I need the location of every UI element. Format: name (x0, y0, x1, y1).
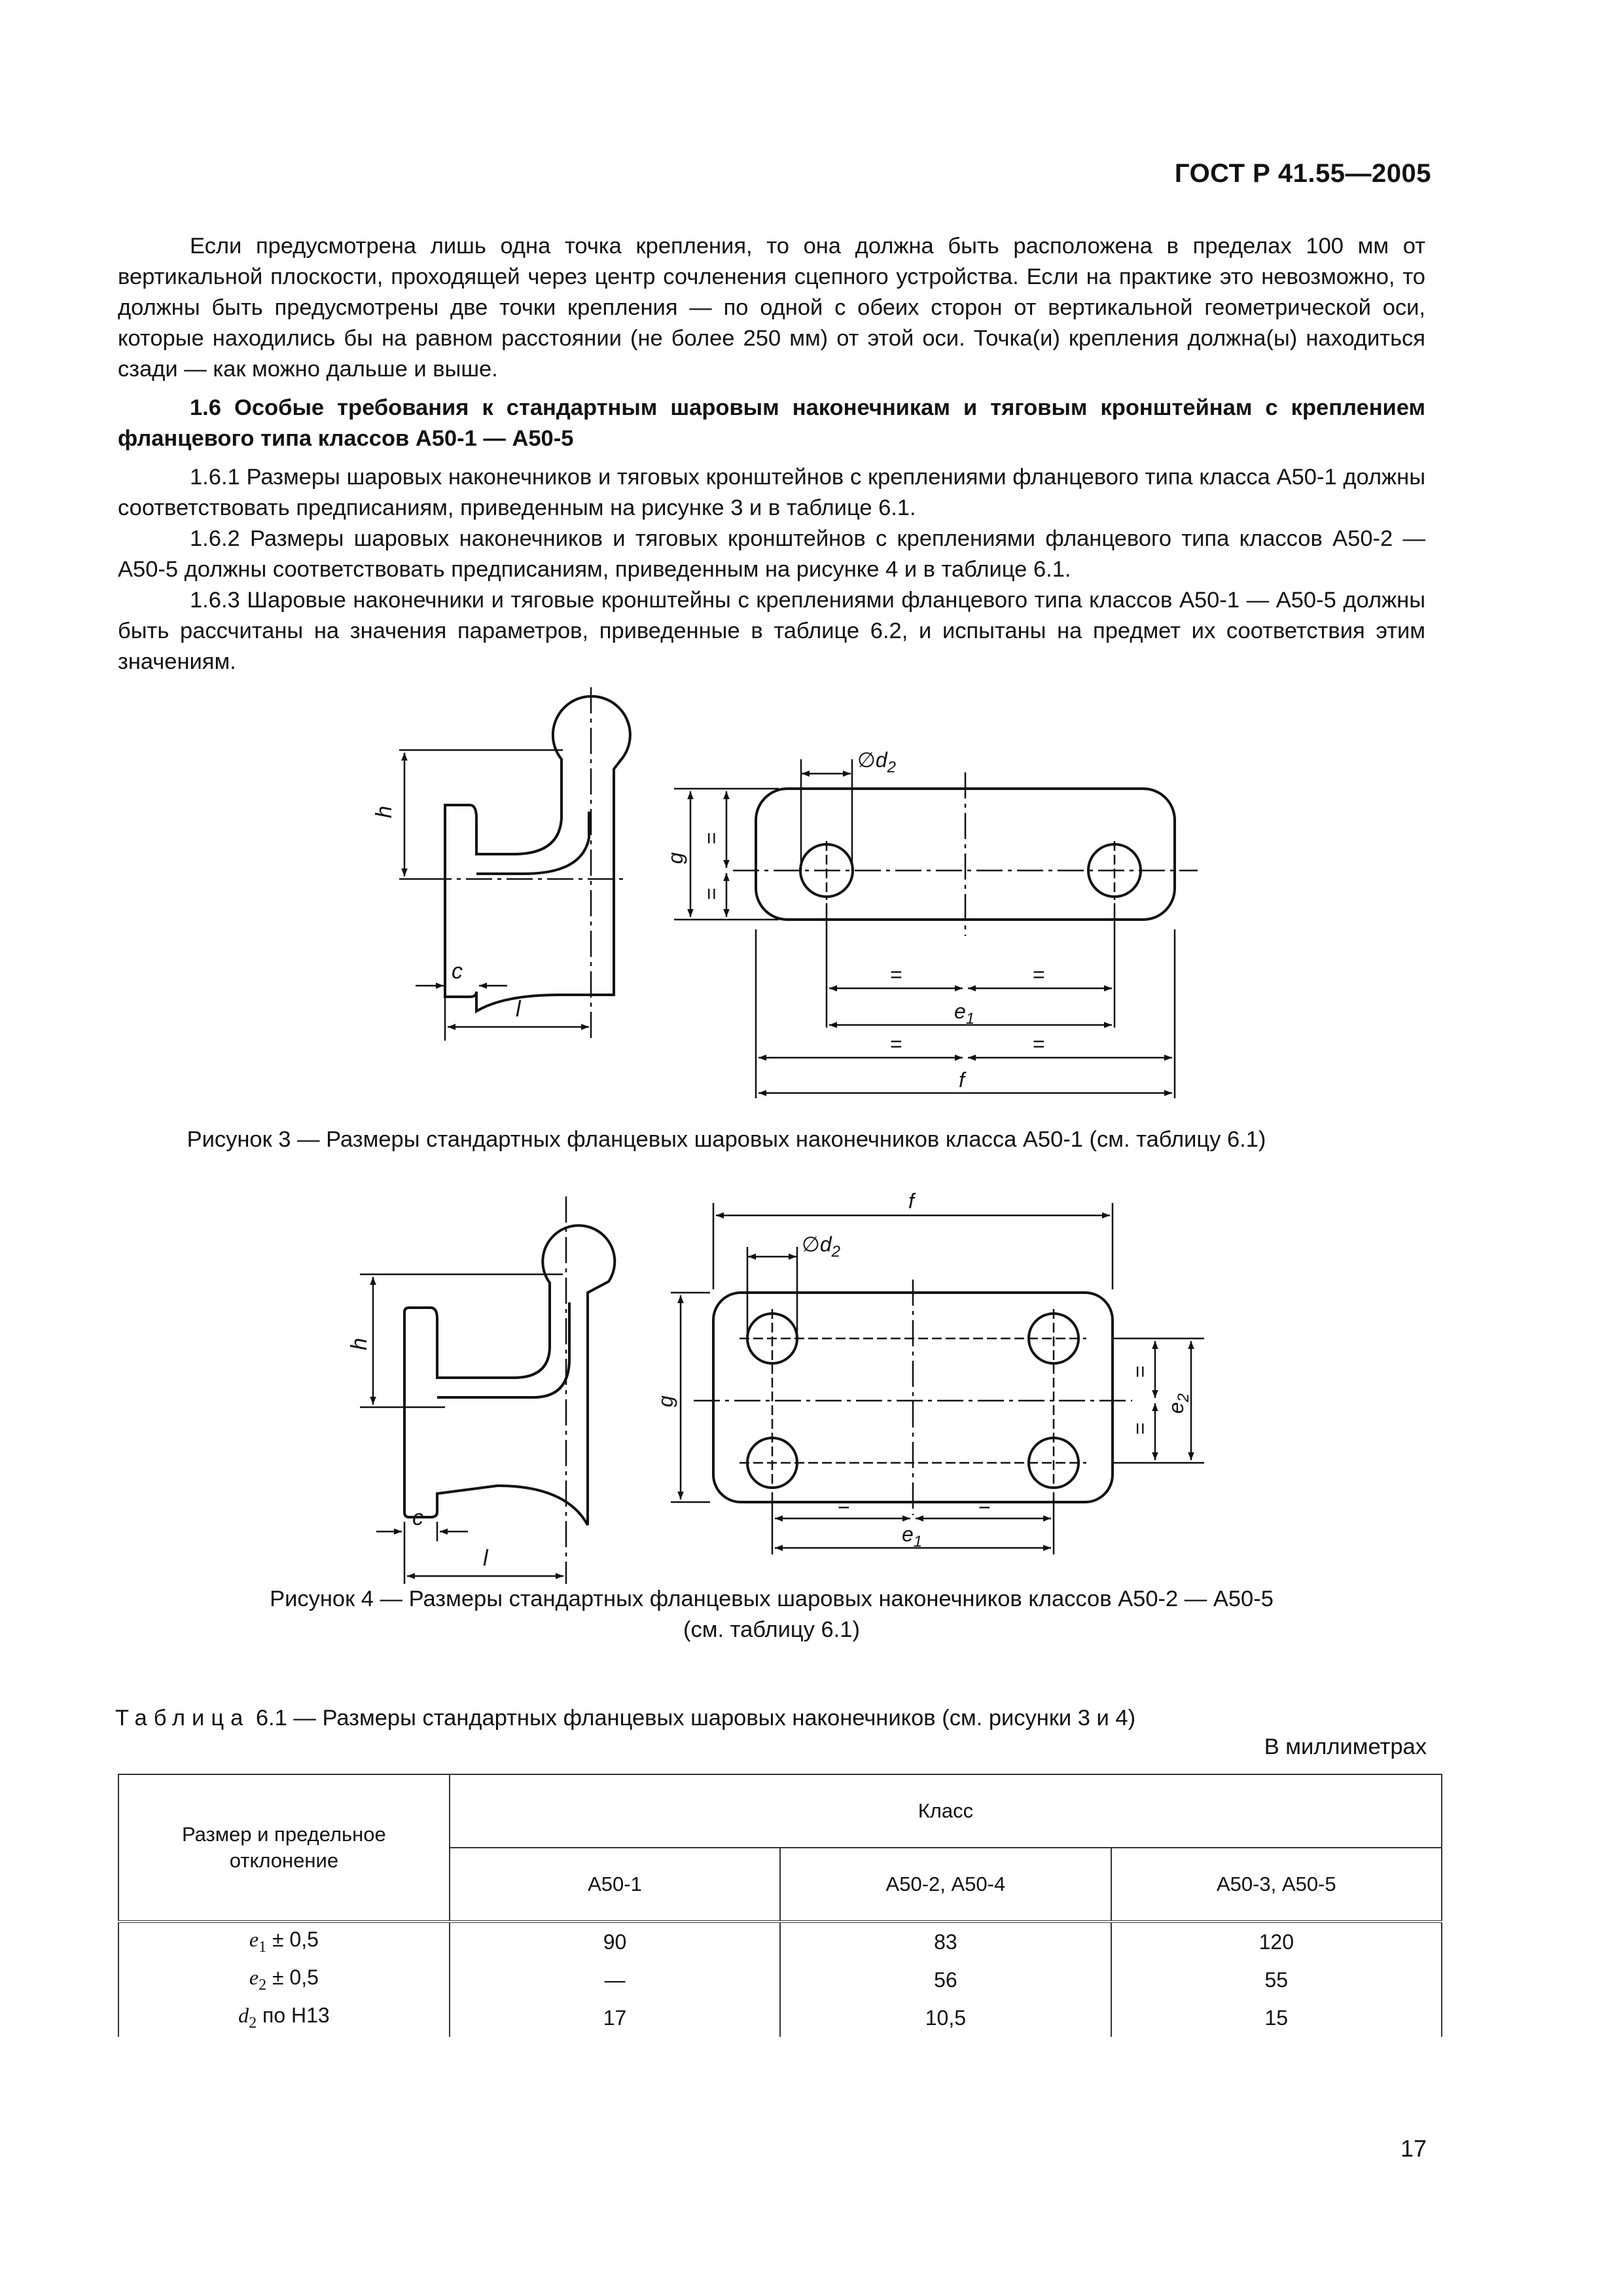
label-f-fig4: f (908, 1191, 914, 1213)
header-class-a50-2-4: А50-2, А50-4 (780, 1848, 1111, 1922)
figure-4-caption-line2: (см. таблицу 6.1) (683, 1617, 860, 1642)
page-number: 17 (1400, 2135, 1427, 2162)
header-class: Класс (450, 1774, 1442, 1848)
cell-e1-a50-2-4: 83 (780, 1922, 1111, 1961)
dimension-lines-fig3-side (399, 687, 628, 1041)
label-g-fig4: g (654, 1395, 677, 1407)
table-row-e2 (118, 1961, 1442, 1999)
cell-e2-a50-2-4: 56 (780, 1961, 1111, 1999)
table-caption-text: 6.1 — Размеры стандартных фланцевых шаровых наконечников (см. рисунки 3 и 4) (255, 1706, 1136, 1731)
label-h: h (372, 806, 397, 818)
label-e1-fig4: $e_1$ (902, 1522, 923, 1551)
param-d2: $d_2$ по Н13 (118, 1999, 450, 2037)
dimension-lines-fig3-plate (674, 759, 1198, 1098)
label-f: f (959, 1068, 965, 1092)
label-eq-h2: = (1033, 963, 1045, 986)
section-heading-1-6: 1.6 Особые требования к стандартным шаровым наконечникам и тяговым кронштейнам с креплением фланцевого типа классов А50-1 — А50-5 (118, 395, 1425, 451)
label-eq-v1-fig4: = (1128, 1365, 1152, 1378)
label-eq-h1-fig4: = (838, 1493, 850, 1516)
label-d2-fig4: $\emptyset d_2$ (802, 1232, 841, 1261)
labels-fig4-side (347, 1338, 489, 1571)
label-c: c (452, 959, 463, 984)
hitch-side-view-fig4 (404, 1225, 615, 1525)
table-units: В миллиметрах (1264, 1734, 1427, 1759)
paragraph-1-6-3: 1.6.3 Шаровые наконечники и тяговые кронштейны с креплениями фланцевого типа классов А50-1 — А50-5 должны быть рассчитаны на значения параметров, приведенные в таблице 6.2, и испытаны на предмет их соответствия этим значениям. (118, 588, 1425, 674)
label-eq-h4: = (1033, 1032, 1045, 1056)
param-e2: $e_2 \pm 0,5$ (118, 1961, 450, 1999)
figure-4-drawing (0, 1191, 1623, 1597)
standard-header: ГОСТ Р 41.55—2005 (1174, 159, 1431, 188)
cell-e1-a50-1: 90 (450, 1922, 780, 1961)
labels-fig3-side (372, 806, 522, 1022)
label-d2: $\emptyset d_2$ (857, 748, 897, 776)
header-param: Размер и предельное отклонение (118, 1774, 450, 1922)
table-caption-word: Таблица (115, 1706, 250, 1731)
label-eq-h1: = (890, 963, 902, 986)
label-eq-h3: = (890, 1032, 902, 1056)
label-h-fig4: h (347, 1338, 372, 1350)
cell-e2-a50-3-5: 55 (1111, 1961, 1442, 1999)
table-caption (115, 1706, 1135, 1731)
figure-3-caption: Рисунок 3 — Размеры стандартных фланцевых шаровых наконечников класса А50-1 (см. таблицу 6.1) (187, 1127, 1266, 1152)
paragraph-attachment-points: Если предусмотрена лишь одна точка крепления, то она должна быть расположена в пределах 100 мм от вертикальной плоскости, проходящей через центр сочленения сцепного устройства. Если на практике это невозможно, то должны быть предусмотрены две точки крепления — по одной с обеих сторон от вертикальной геометрической оси, которые находились бы на равном расстоянии (не более 250 мм) от этой оси. Точка(и) крепления должна(ы) находиться сзади — как можно дальше и выше. (118, 234, 1425, 382)
cell-e2-a50-1: — (450, 1961, 780, 1999)
hitch-side-view-fig3 (445, 696, 630, 1011)
label-eq-v1: = (700, 832, 723, 844)
header-class-a50-3-5: А50-3, А50-5 (1111, 1848, 1442, 1922)
cell-d2-a50-3-5: 15 (1111, 1999, 1442, 2037)
dimension-lines-fig4-side (360, 1196, 566, 1584)
figure-3-drawing (0, 681, 1623, 1113)
label-eq-h2-fig4: = (978, 1493, 991, 1516)
paragraph-1-6-1: 1.6.1 Размеры шаровых наконечников и тяговых кронштейнов с креплениями фланцевого типа класса А50-1 должны соответствовать предписаниям, приведенным на рисунке 3 и в таблице 6.1. (118, 465, 1425, 520)
table-row-d2 (118, 1999, 1442, 2037)
paragraph-1-6-2: 1.6.2 Размеры шаровых наконечников и тяговых кронштейнов с креплениями фланцевого типа классов А50-2 — А50-5 должны соответствовать предписаниям, приведенным на рисунке 4 и в таблице 6.1. (118, 526, 1425, 582)
label-e2-fig4: $e_2$ (1164, 1393, 1192, 1414)
label-c-fig4: c (412, 1505, 423, 1530)
figure-4-caption (118, 1584, 1425, 1645)
param-e1: $e_1 \pm 0,5$ (118, 1922, 450, 1961)
label-l-fig4: l (483, 1546, 488, 1571)
figure-4-caption-line1: Рисунок 4 — Размеры стандартных фланцевых шаровых наконечников классов А50-2 — А50-5 (270, 1587, 1274, 1611)
dimensions-table (118, 1774, 1442, 2037)
cell-d2-a50-2-4: 10,5 (780, 1999, 1111, 2037)
cell-e1-a50-3-5: 120 (1111, 1922, 1442, 1961)
header-class-a50-1: А50-1 (450, 1848, 780, 1922)
body-text (118, 231, 1425, 677)
table-row-e1 (118, 1922, 1442, 1961)
label-eq-v2-fig4: = (1128, 1422, 1152, 1435)
label-g: g (664, 852, 687, 864)
cell-d2-a50-1: 17 (450, 1999, 780, 2037)
label-e1: $e_1$ (954, 999, 975, 1028)
label-l: l (516, 997, 521, 1022)
label-eq-v2: = (700, 888, 723, 900)
